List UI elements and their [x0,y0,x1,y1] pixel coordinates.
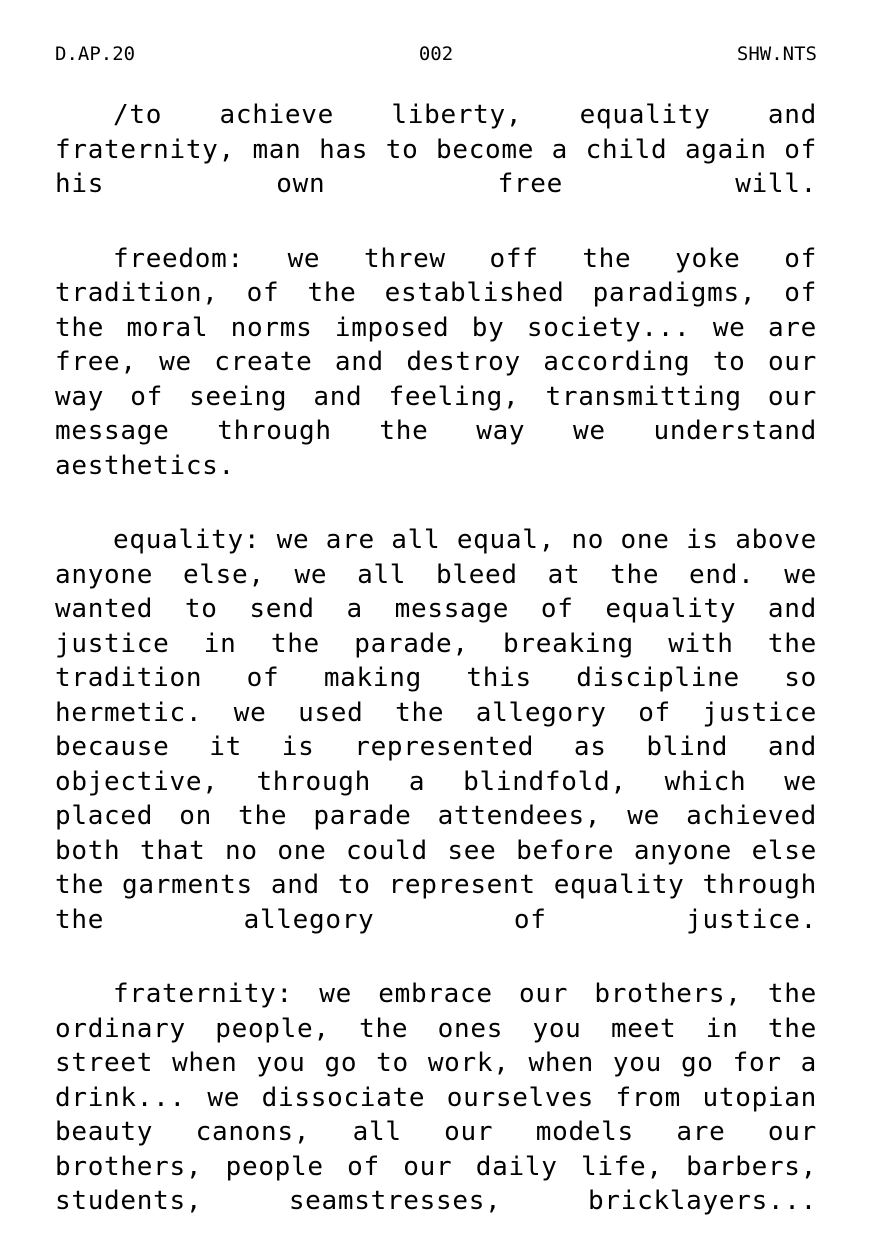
intro-paragraph: /to achieve liberty, equality and fraternity, man has to become a child again of his own free will. [55,100,817,199]
section-code: SHW.NTS [736,43,817,65]
page-number: 002 [418,43,454,65]
document-code: D.AP.20 [55,43,136,65]
page-header [55,42,817,66]
fraternity-paragraph: fraternity: we embrace our brothers, the ordinary people, the ones you meet in the street when you go to work, when you go for a drink... we dissociate ourselves from utopian beauty canons, all our models are our brothers, people of our daily life, barbers, students, seamstresses, bricklayers... [55,979,817,1216]
freedom-paragraph: freedom: we threw off the yoke of tradition, of the established paradigms, of the moral norms imposed by society... we are free, we create and destroy according to our way of seeing and feeling, transmitting our message through the way we understand aesthetics. [55,243,817,481]
equality-paragraph: equality: we are all equal, no one is above anyone else, we all bleed at the end. we wanted to send a message of equality and justice in the parade, breaking with the tradition of making this discipline so hermetic. we used the allegory of justice because it is represented as blind and objective, through a blindfold, which we placed on the parade attendees, we achieved both that no one could see before anyone else the garments and to represent equality through the allegory of justice. [55,525,817,935]
body-text [55,98,817,1219]
